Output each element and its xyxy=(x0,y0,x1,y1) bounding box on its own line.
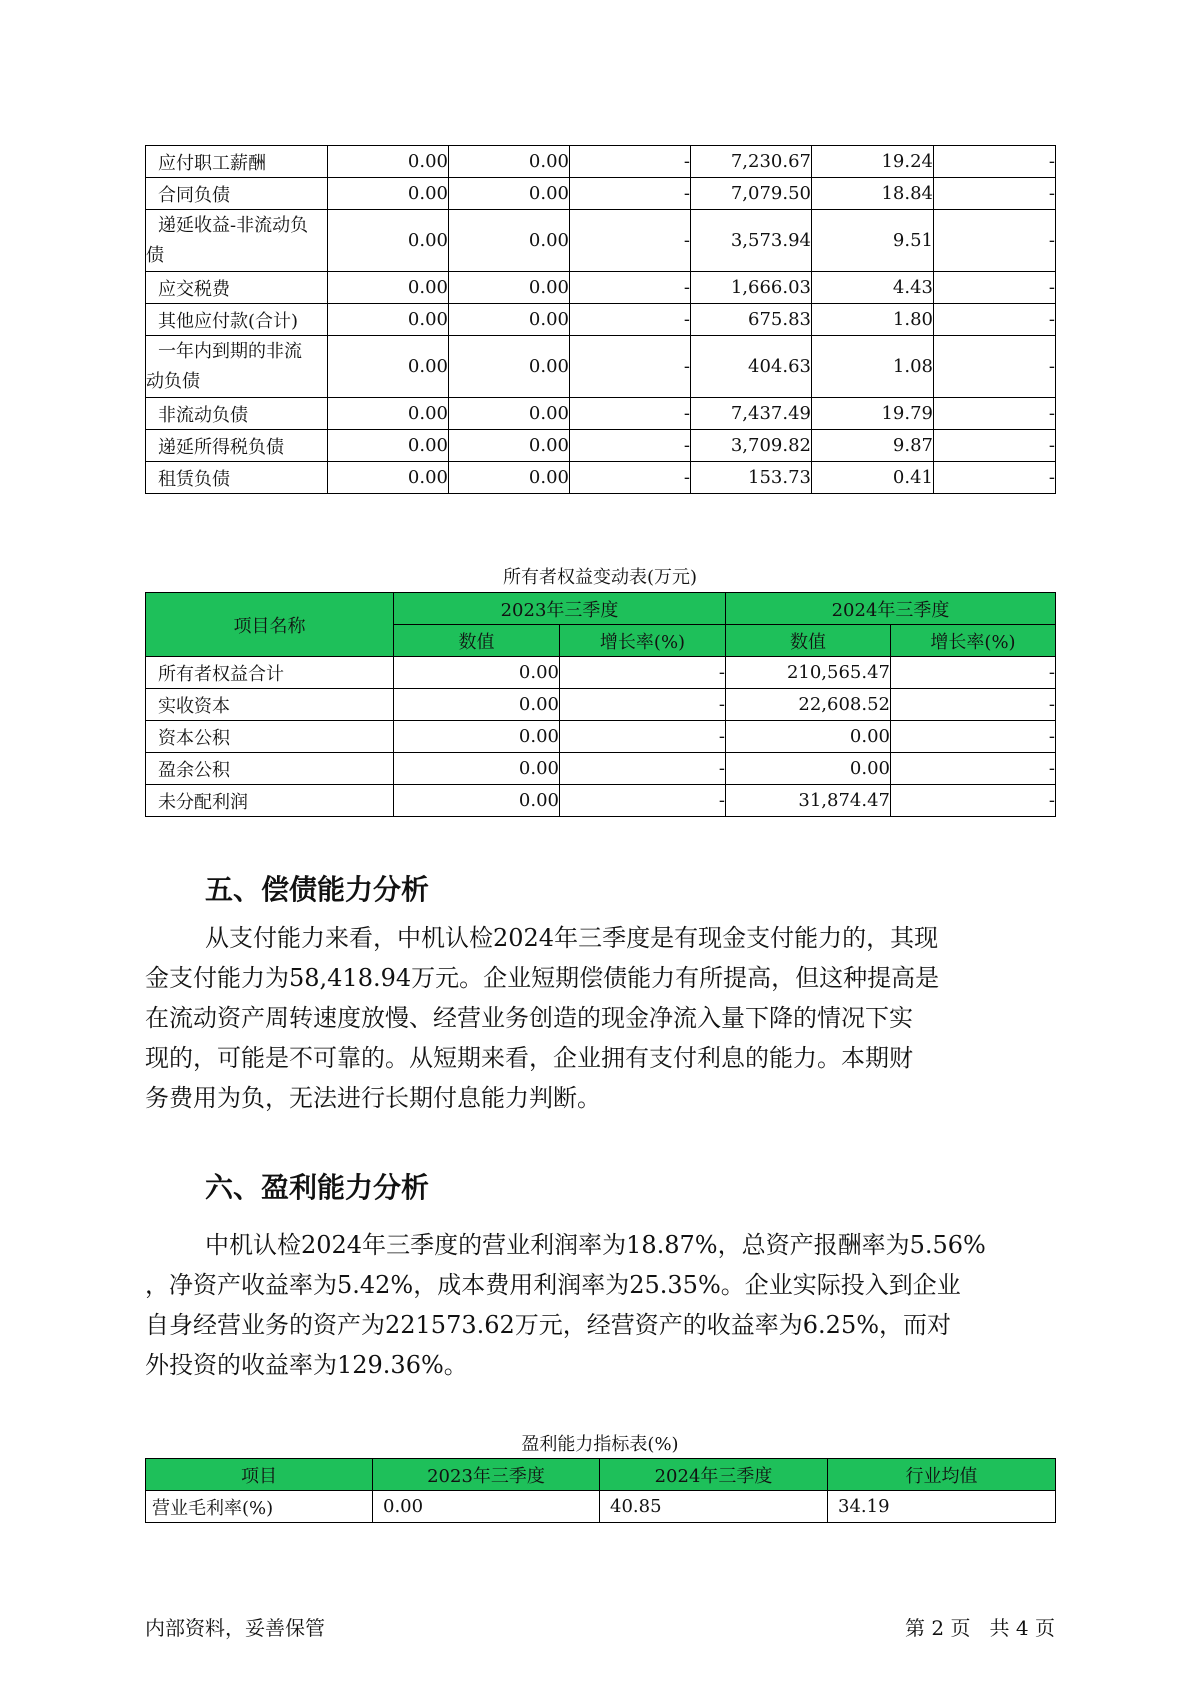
table-row xyxy=(146,753,1056,785)
paragraph-line: 自身经营业务的资产为221573.62万元，经营资产的收益率为6.25%，而对 xyxy=(145,1311,952,1339)
cell-growth: - xyxy=(934,210,1056,272)
table-row xyxy=(146,398,1056,430)
row-name-line: 递延收益-非流动负 xyxy=(158,214,309,236)
table-row xyxy=(146,336,1056,398)
table-row xyxy=(146,1491,1056,1523)
cell-growth: - xyxy=(570,336,691,398)
profit-header-item: 项目 xyxy=(146,1459,373,1491)
cell-value: 40.85 xyxy=(600,1491,828,1523)
table-row xyxy=(146,721,1056,753)
cell-value: 0.00 xyxy=(328,462,449,494)
liabilities-table xyxy=(145,145,1056,494)
cell-growth: - xyxy=(570,430,691,462)
table-row xyxy=(146,689,1056,721)
profit-table-caption: 盈利能力指标表(%) xyxy=(521,1434,679,1455)
header-growth: 增长率(%) xyxy=(560,625,726,657)
cell-value: 0.00 xyxy=(726,753,891,785)
section-heading-profitability: 六、盈利能力分析 xyxy=(205,1171,430,1204)
cell-growth: - xyxy=(570,146,691,178)
row-name: 实收资本 xyxy=(146,689,394,721)
paragraph-line: 从支付能力来看，中机认检2024年三季度是有现金支付能力的，其现 xyxy=(205,924,939,952)
table-row xyxy=(146,430,1056,462)
row-name: 其他应付款(合计) xyxy=(146,304,328,336)
cell-growth: - xyxy=(934,178,1056,210)
header-growth: 增长率(%) xyxy=(891,625,1056,657)
section-heading-solvency: 五、偿债能力分析 xyxy=(205,873,430,906)
header-value: 数值 xyxy=(726,625,891,657)
cell-value: 22,608.52 xyxy=(726,689,891,721)
cell-growth: - xyxy=(570,462,691,494)
row-name xyxy=(146,336,328,398)
row-name: 未分配利润 xyxy=(146,785,394,817)
cell-value: 0.00 xyxy=(449,430,570,462)
table-row xyxy=(146,178,1056,210)
row-name: 应交税费 xyxy=(146,272,328,304)
header-period-2024: 2024年三季度 xyxy=(726,593,1056,625)
cell-growth: - xyxy=(570,210,691,272)
cell-growth: - xyxy=(934,430,1056,462)
row-name: 租赁负债 xyxy=(146,462,328,494)
cell-value: 3,709.82 xyxy=(691,430,812,462)
row-name xyxy=(146,210,328,272)
row-name: 非流动负债 xyxy=(146,398,328,430)
cell-value: 0.00 xyxy=(328,178,449,210)
paragraph-line: 中机认检2024年三季度的营业利润率为18.87%，总资产报酬率为5.56% xyxy=(205,1231,986,1259)
row-name-line: 债 xyxy=(146,244,164,266)
cell-value: 31,874.47 xyxy=(726,785,891,817)
cell-value: 0.00 xyxy=(449,178,570,210)
cell-growth: - xyxy=(560,689,726,721)
cell-value: 0.00 xyxy=(328,210,449,272)
header-value: 数值 xyxy=(394,625,560,657)
row-name: 应付职工薪酬 xyxy=(146,146,328,178)
row-name: 合同负债 xyxy=(146,178,328,210)
cell-value: 675.83 xyxy=(691,304,812,336)
cell-value: 3,573.94 xyxy=(691,210,812,272)
cell-growth: - xyxy=(570,178,691,210)
cell-value: 4.43 xyxy=(812,272,934,304)
cell-value: 1.80 xyxy=(812,304,934,336)
cell-value: 0.00 xyxy=(394,689,560,721)
cell-value: 18.84 xyxy=(812,178,934,210)
cell-growth: - xyxy=(934,398,1056,430)
row-name: 所有者权益合计 xyxy=(146,657,394,689)
cell-value: 0.00 xyxy=(328,146,449,178)
paragraph-line: 在流动资产周转速度放慢、经营业务创造的现金净流入量下降的情况下实 xyxy=(145,1004,913,1032)
row-name: 盈余公积 xyxy=(146,753,394,785)
cell-value: 0.00 xyxy=(449,210,570,272)
cell-growth: - xyxy=(891,721,1056,753)
header-period-2023: 2023年三季度 xyxy=(394,593,726,625)
cell-value: 0.00 xyxy=(394,721,560,753)
table-row xyxy=(146,210,1056,272)
profit-table xyxy=(145,1458,1056,1523)
cell-growth: - xyxy=(934,336,1056,398)
cell-growth: - xyxy=(560,721,726,753)
header-item-name: 项目名称 xyxy=(146,593,394,657)
table-row xyxy=(146,785,1056,817)
paragraph-line: 金支付能力为58,418.94万元。企业短期偿债能力有所提高，但这种提高是 xyxy=(145,964,940,992)
cell-growth: - xyxy=(891,657,1056,689)
row-name: 营业毛利率(%) xyxy=(146,1491,373,1523)
footer-page-number: 第 2 页 共 4 页 xyxy=(905,1616,1055,1640)
cell-value: 7,437.49 xyxy=(691,398,812,430)
equity-table xyxy=(145,592,1056,817)
cell-growth: - xyxy=(934,462,1056,494)
cell-value: 0.00 xyxy=(328,336,449,398)
cell-value: 0.00 xyxy=(373,1491,600,1523)
section-paragraph-profitability xyxy=(145,1225,1050,1385)
cell-value: 0.00 xyxy=(394,785,560,817)
cell-growth: - xyxy=(560,785,726,817)
profit-header-2023: 2023年三季度 xyxy=(373,1459,600,1491)
footer-left: 内部资料，妥善保管 xyxy=(145,1616,325,1640)
cell-value: 0.00 xyxy=(449,462,570,494)
row-name-line: 动负债 xyxy=(146,370,200,392)
cell-value: 1.08 xyxy=(812,336,934,398)
cell-growth: - xyxy=(891,785,1056,817)
profit-header-2024: 2024年三季度 xyxy=(600,1459,828,1491)
row-name: 资本公积 xyxy=(146,721,394,753)
cell-value: 153.73 xyxy=(691,462,812,494)
paragraph-line: 现的，可能是不可靠的。从短期来看，企业拥有支付利息的能力。本期财 xyxy=(145,1044,913,1072)
cell-value: 0.00 xyxy=(449,304,570,336)
cell-growth: - xyxy=(891,753,1056,785)
table-row xyxy=(146,146,1056,178)
cell-value: 404.63 xyxy=(691,336,812,398)
cell-growth: - xyxy=(891,689,1056,721)
cell-value: 0.00 xyxy=(449,398,570,430)
row-name-line: 一年内到期的非流 xyxy=(158,340,302,362)
table-row xyxy=(146,304,1056,336)
cell-value: 9.87 xyxy=(812,430,934,462)
table-row xyxy=(146,272,1056,304)
cell-growth: - xyxy=(934,304,1056,336)
cell-value: 0.00 xyxy=(394,657,560,689)
cell-value: 19.24 xyxy=(812,146,934,178)
cell-value: 9.51 xyxy=(812,210,934,272)
cell-growth: - xyxy=(934,272,1056,304)
table-row xyxy=(146,657,1056,689)
cell-value: 210,565.47 xyxy=(726,657,891,689)
cell-growth: - xyxy=(570,398,691,430)
cell-value: 0.00 xyxy=(449,146,570,178)
section-paragraph-solvency xyxy=(145,918,1050,1118)
paragraph-line: ，净资产收益率为5.42%，成本费用利润率为25.35%。企业实际投入到企业 xyxy=(145,1271,961,1299)
cell-value: 7,079.50 xyxy=(691,178,812,210)
cell-growth: - xyxy=(560,753,726,785)
cell-value: 0.00 xyxy=(449,336,570,398)
cell-value: 0.00 xyxy=(328,304,449,336)
cell-value: 1,666.03 xyxy=(691,272,812,304)
row-name: 递延所得税负债 xyxy=(146,430,328,462)
cell-growth: - xyxy=(570,272,691,304)
cell-value: 0.00 xyxy=(449,272,570,304)
cell-value: 19.79 xyxy=(812,398,934,430)
cell-value: 0.41 xyxy=(812,462,934,494)
cell-growth: - xyxy=(560,657,726,689)
paragraph-line: 务费用为负，无法进行长期付息能力判断。 xyxy=(145,1084,601,1112)
cell-value: 0.00 xyxy=(328,430,449,462)
cell-value: 0.00 xyxy=(726,721,891,753)
table-row xyxy=(146,462,1056,494)
cell-growth: - xyxy=(570,304,691,336)
cell-growth: - xyxy=(934,146,1056,178)
cell-value: 0.00 xyxy=(328,398,449,430)
cell-value: 0.00 xyxy=(328,272,449,304)
cell-value: 7,230.67 xyxy=(691,146,812,178)
paragraph-line: 外投资的收益率为129.36%。 xyxy=(145,1351,468,1379)
profit-header-industry-avg: 行业均值 xyxy=(828,1459,1056,1491)
equity-table-caption: 所有者权益变动表(万元) xyxy=(502,567,698,588)
cell-value: 0.00 xyxy=(394,753,560,785)
cell-value: 34.19 xyxy=(828,1491,1056,1523)
